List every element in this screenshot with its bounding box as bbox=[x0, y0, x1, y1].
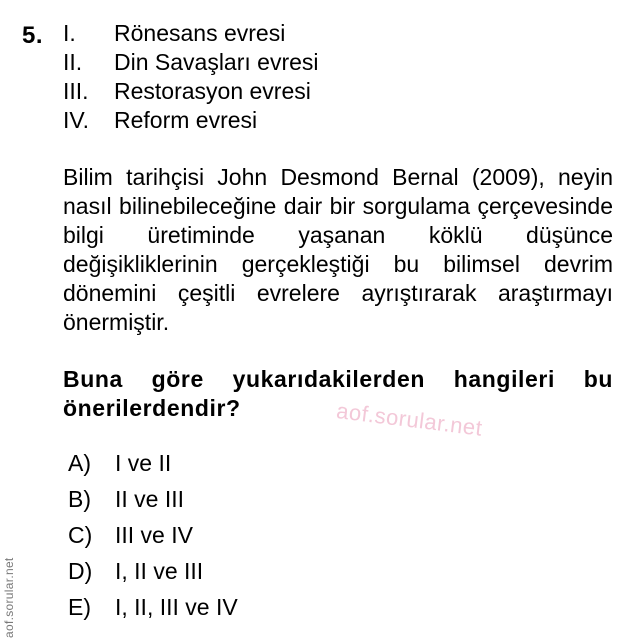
option-text: I ve II bbox=[115, 450, 172, 476]
question-number: 5. bbox=[22, 22, 44, 49]
option-d[interactable] bbox=[68, 553, 238, 589]
statement-text: Rönesans evresi bbox=[114, 20, 286, 46]
statement-item bbox=[63, 77, 319, 106]
statement-text: Din Savaşları evresi bbox=[114, 49, 319, 75]
option-letter: A) bbox=[68, 450, 91, 476]
option-b[interactable] bbox=[68, 481, 238, 517]
answer-options bbox=[68, 445, 238, 625]
statement-item bbox=[63, 19, 319, 48]
statement-roman: I. bbox=[63, 20, 76, 46]
option-text: II ve III bbox=[115, 486, 185, 512]
statement-list bbox=[63, 19, 319, 135]
option-letter: D) bbox=[68, 558, 93, 584]
option-letter: E) bbox=[68, 594, 91, 620]
question-prompt: Buna göre yukarıdakilerden hangileri bu önerilerdendir? bbox=[63, 366, 613, 421]
option-c[interactable] bbox=[68, 517, 238, 553]
statement-roman: III. bbox=[63, 78, 89, 104]
option-text: I, II ve III bbox=[115, 558, 204, 584]
statement-text: Reform evresi bbox=[114, 107, 258, 133]
option-letter: B) bbox=[68, 486, 91, 512]
side-watermark: aof.sorular.net bbox=[2, 557, 16, 638]
option-text: I, II, III ve IV bbox=[115, 594, 238, 620]
option-a[interactable] bbox=[68, 445, 238, 481]
statement-roman: II. bbox=[63, 49, 83, 75]
watermark: aof.sorular.net bbox=[334, 398, 484, 441]
statement-item bbox=[63, 106, 319, 135]
option-text: III ve IV bbox=[115, 522, 193, 548]
option-letter: C) bbox=[68, 522, 93, 548]
statement-roman: IV. bbox=[63, 107, 90, 133]
statement-text: Restorasyon evresi bbox=[114, 78, 311, 104]
option-e[interactable] bbox=[68, 589, 238, 625]
statement-item bbox=[63, 48, 319, 77]
question-paragraph: Bilim tarihçisi John Desmond Bernal (2009), neyin nasıl bilinebileceğine dair bir sorgulama çerçevesinde bilgi üretiminde yaşanan köklü düşünce değişikliklerinin gerçekleştiği bu bilimsel devrim dönemini çeşitli evrelere ayrıştırarak araştırmayı önermiştir. bbox=[63, 164, 613, 335]
